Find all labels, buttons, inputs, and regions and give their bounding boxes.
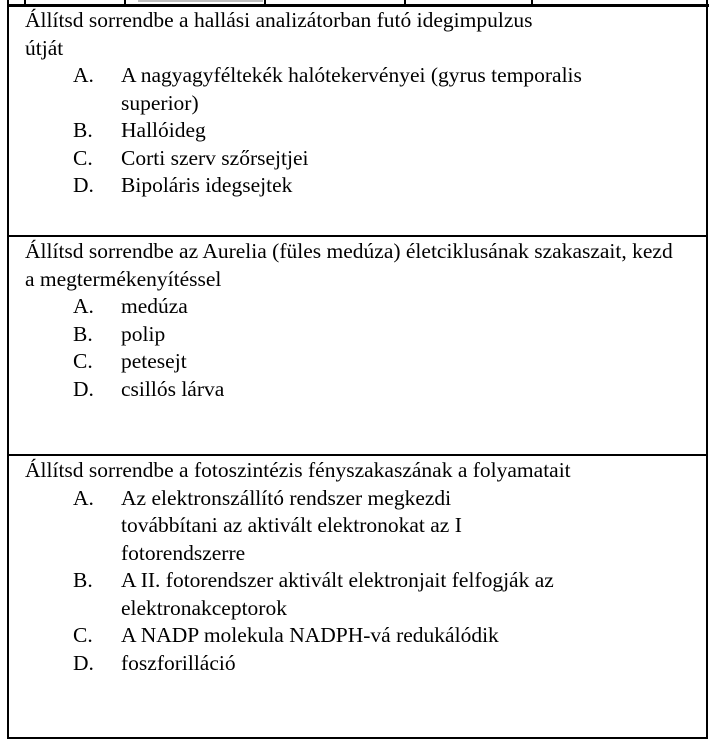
option-text: A NADP molekula NADPH-vá redukálódik bbox=[121, 623, 499, 647]
questions-table bbox=[7, 6, 708, 739]
question-prompt: Állítsd sorrendbe az Aurelia (füles medúza) életciklusának szakaszait, kezd a megtermékenyítéssel bbox=[25, 239, 673, 291]
options-list bbox=[25, 485, 706, 678]
option-item bbox=[25, 145, 706, 173]
option-letter: D. bbox=[73, 173, 94, 197]
option-letter: C. bbox=[73, 349, 93, 373]
option-letter: D. bbox=[73, 650, 94, 675]
option-text: Bipoláris idegsejtek bbox=[121, 173, 293, 197]
option-letter: A. bbox=[73, 63, 94, 87]
options-list bbox=[25, 62, 706, 200]
option-letter: B. bbox=[73, 118, 93, 142]
option-letter: B. bbox=[73, 568, 93, 592]
option-text: Corti szerv szőrsejtjei bbox=[121, 145, 309, 170]
option-text: foszforilláció bbox=[121, 650, 236, 675]
option-item bbox=[25, 650, 706, 678]
option-text: Hallóideg bbox=[121, 118, 206, 142]
option-item bbox=[25, 348, 706, 376]
option-item bbox=[25, 376, 706, 404]
option-text: medúza bbox=[121, 294, 188, 318]
cell-shading bbox=[138, 0, 263, 2]
option-text: petesejt bbox=[121, 349, 187, 373]
option-item bbox=[25, 117, 706, 145]
option-item bbox=[25, 321, 706, 349]
option-letter: A. bbox=[73, 294, 94, 318]
option-letter: D. bbox=[73, 376, 94, 401]
option-item bbox=[25, 622, 706, 650]
question-row bbox=[7, 6, 708, 237]
option-item bbox=[25, 172, 706, 200]
option-item bbox=[25, 62, 706, 117]
previous-table-row-edge bbox=[0, 0, 709, 5]
option-text: polip bbox=[121, 321, 166, 346]
option-letter: C. bbox=[73, 145, 93, 170]
option-letter: C. bbox=[73, 623, 93, 647]
question-prompt: Állítsd sorrendbe a fotoszintézis fényszakaszának a folyamatait bbox=[25, 458, 571, 482]
option-item bbox=[25, 293, 706, 321]
question-row bbox=[7, 237, 708, 456]
option-text: Az elektronszállító rendszer megkezdi továbbítani az aktivált elektronokat az I fotorendszerre bbox=[121, 485, 462, 565]
question-row bbox=[7, 456, 708, 739]
options-list bbox=[25, 293, 706, 403]
option-item bbox=[25, 567, 706, 622]
question-prompt: Állítsd sorrendbe a hallási analizátorban futó idegimpulzus útját bbox=[25, 8, 533, 60]
option-text: A nagyagyféltekék halótekervényei (gyrus temporalis superior) bbox=[121, 63, 582, 115]
option-letter: A. bbox=[73, 485, 94, 510]
option-text: csillós lárva bbox=[121, 376, 225, 401]
option-letter: B. bbox=[73, 321, 93, 346]
option-item bbox=[25, 485, 706, 568]
option-text: A II. fotorendszer aktivált elektronjait felfogják az elektronakceptorok bbox=[121, 568, 554, 620]
